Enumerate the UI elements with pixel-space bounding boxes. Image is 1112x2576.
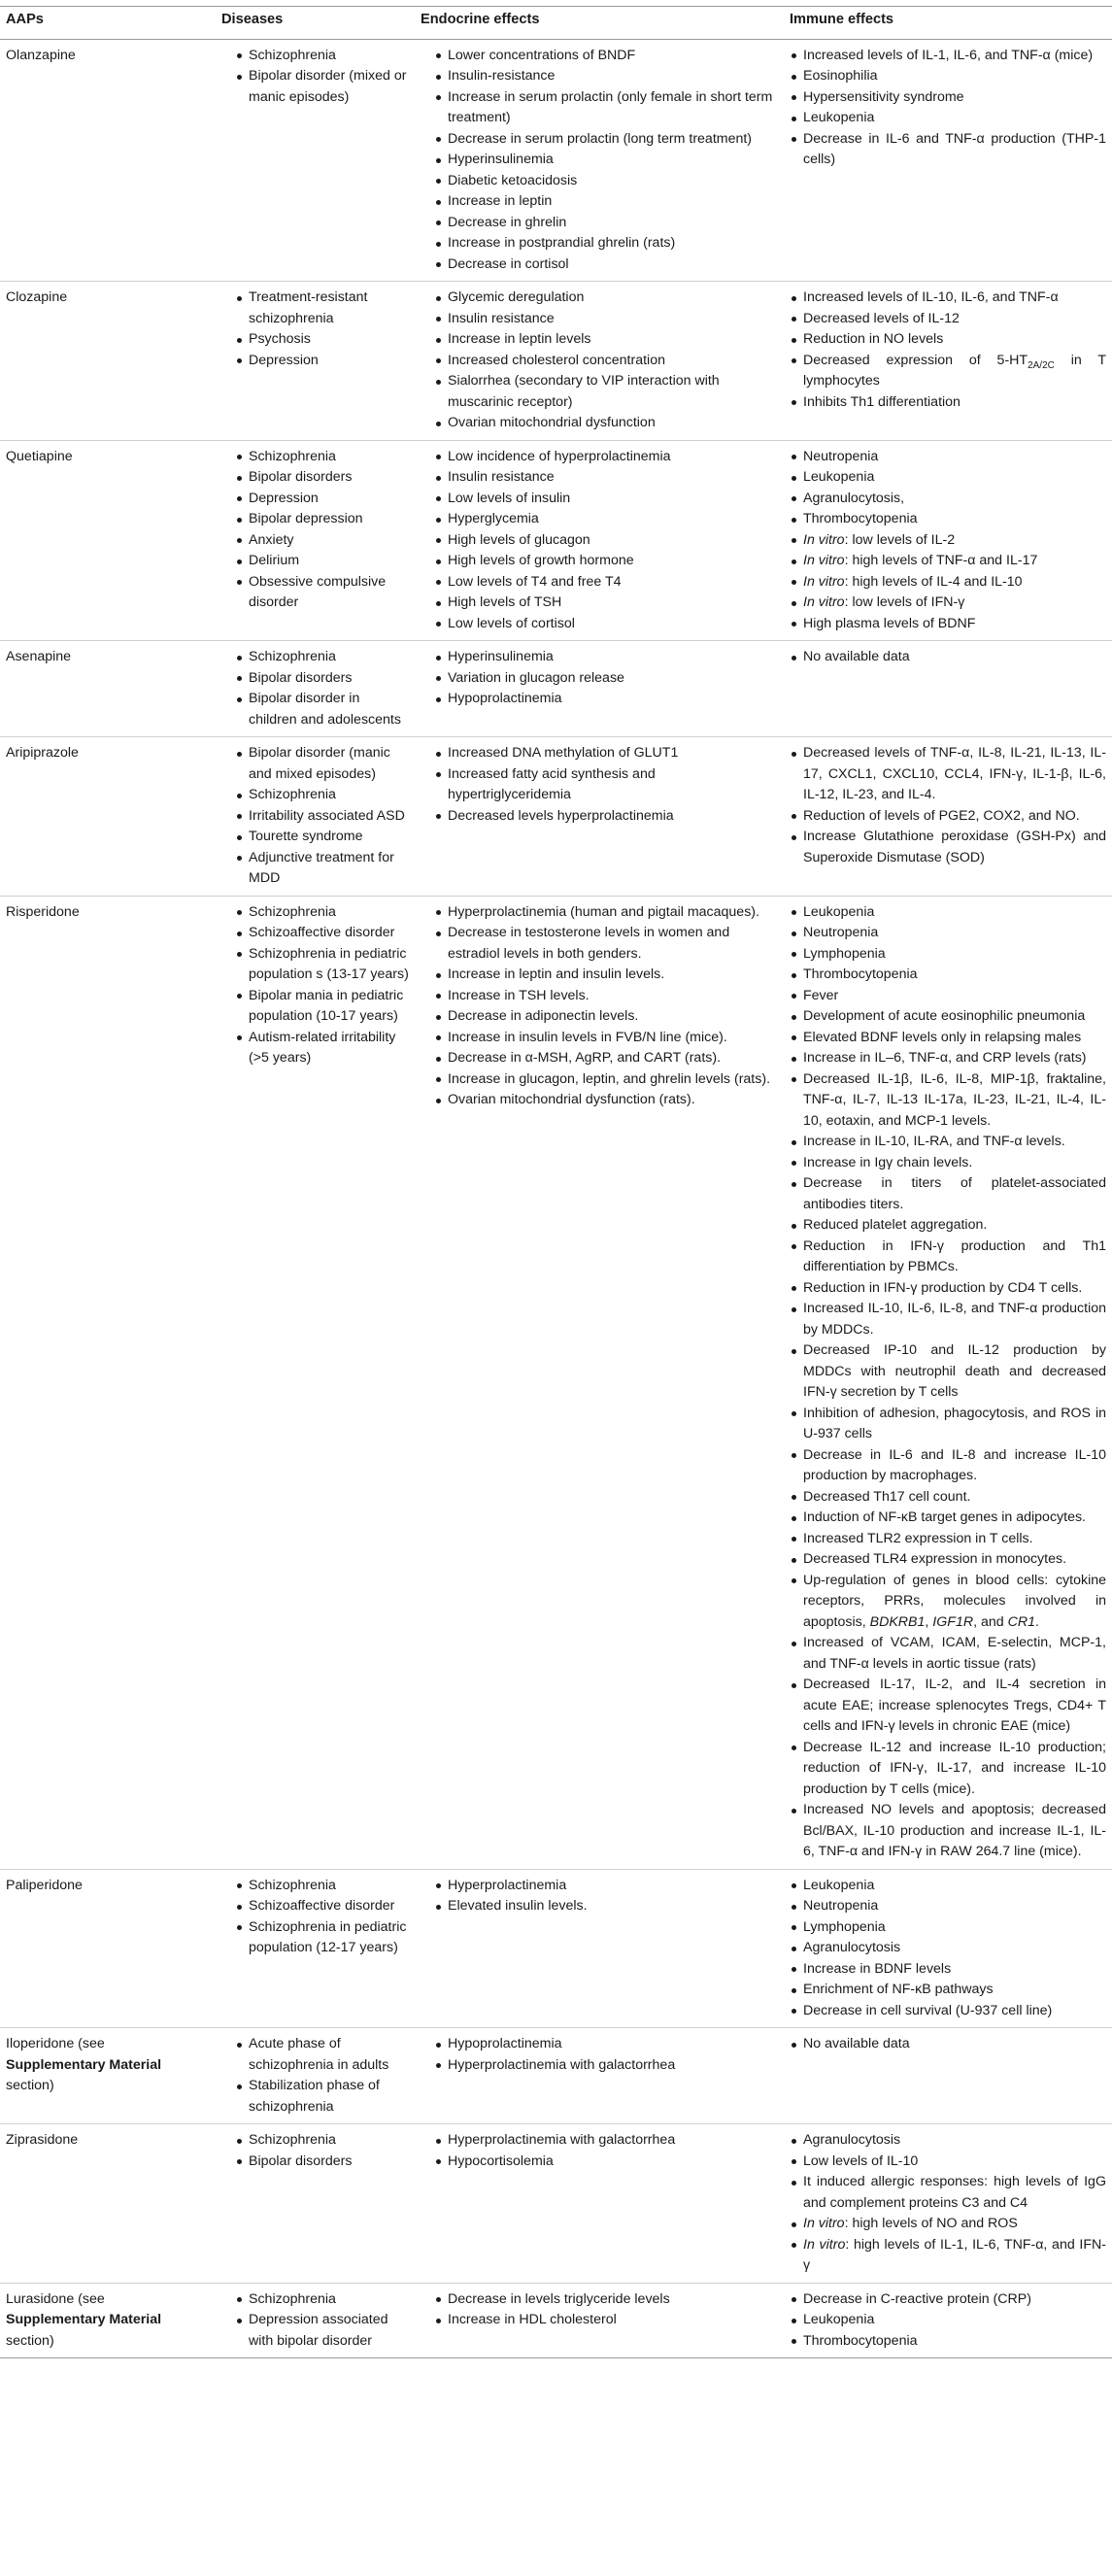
immune-cell: [784, 737, 1112, 897]
endocrine-cell-list: [434, 288, 778, 434]
diseases-cell-list: [235, 902, 409, 1069]
endocrine-cell-list: [434, 46, 778, 276]
immune-item: In vitro: high levels of IL-4 and IL-10: [790, 572, 1106, 593]
disease-item: Schizophrenia: [235, 46, 409, 67]
immune-item: Leukopenia: [790, 2310, 1106, 2331]
immune-cell-list: [790, 2034, 1106, 2055]
endocrine-cell-list: [434, 447, 778, 635]
diseases-cell: [216, 737, 415, 897]
immune-item: Enrichment of NF-κB pathways: [790, 1980, 1106, 2001]
immune-item: Decreased IP-10 and IL-12 production by MDDCs with neutrophil death and decreased IFN-γ secretion by T cells: [790, 1340, 1106, 1404]
endocrine-item: Elevated insulin levels.: [434, 1896, 778, 1917]
immune-item: Development of acute eosinophilic pneumonia: [790, 1006, 1106, 1028]
disease-item: Psychosis: [235, 329, 409, 351]
immune-item: Decreased levels of IL-12: [790, 309, 1106, 330]
endocrine-cell-list: [434, 1876, 778, 1917]
immune-item: Decrease in IL-6 and IL-8 and increase IL-10 production by macrophages.: [790, 1445, 1106, 1487]
endocrine-item: Decrease in α-MSH, AgRP, and CART (rats).: [434, 1048, 778, 1069]
endocrine-item: Decrease in ghrelin: [434, 213, 778, 234]
immune-item: Reduction in IFN-γ production and Th1 differentiation by PBMCs.: [790, 1237, 1106, 1278]
immune-item: Increased of VCAM, ICAM, E-selectin, MCP-1, and TNF-α levels in aortic tissue (rats): [790, 1633, 1106, 1675]
immune-item: In vitro: low levels of IL-2: [790, 530, 1106, 552]
immune-item: Thrombocytopenia: [790, 2331, 1106, 2353]
endocrine-cell-list: [434, 2289, 778, 2331]
immune-item: Increase Glutathione peroxidase (GSH-Px) and Superoxide Dismutase (SOD): [790, 827, 1106, 868]
endocrine-item: Decrease in levels triglyceride levels: [434, 2289, 778, 2311]
immune-cell-list: [790, 46, 1106, 171]
drug-name: Ziprasidone: [6, 2132, 79, 2148]
endocrine-cell-list: [434, 2034, 778, 2076]
endocrine-cell: [415, 1869, 784, 2028]
immune-item: Increase in BDNF levels: [790, 1959, 1106, 1981]
diseases-cell-list: [235, 1876, 409, 1959]
immune-item: Decreased expression of $5-HT_{2A/2C}$ in T lymphocytes: [790, 351, 1106, 392]
endocrine-item: Lower concentrations of BNDF: [434, 46, 778, 67]
immune-cell-list: [790, 2289, 1106, 2353]
endocrine-item: Insulin resistance: [434, 309, 778, 330]
immune-item: Neutropenia: [790, 447, 1106, 468]
endocrine-item: Increase in HDL cholesterol: [434, 2310, 778, 2331]
drug-cell: [0, 2028, 216, 2124]
immune-cell: [784, 641, 1112, 737]
endocrine-cell-list: [434, 647, 778, 710]
immune-item: Neutropenia: [790, 1896, 1106, 1917]
disease-item: Obsessive compulsive disorder: [235, 572, 409, 614]
endocrine-cell: [415, 641, 784, 737]
endocrine-item: Low levels of insulin: [434, 489, 778, 510]
header-aaps: AAPs: [0, 7, 216, 40]
endocrine-cell: [415, 2124, 784, 2284]
drug-cell: [0, 2283, 216, 2358]
drug-name: Paliperidone: [6, 1877, 83, 1893]
immune-cell: [784, 2028, 1112, 2124]
immune-cell: [784, 2283, 1112, 2358]
immune-item: Leukopenia: [790, 1876, 1106, 1897]
immune-item: In vitro: high levels of NO and ROS: [790, 2214, 1106, 2235]
immune-item: No available data: [790, 647, 1106, 668]
endocrine-item: Increase in serum prolactin (only female in short term treatment): [434, 87, 778, 129]
immune-cell-list: [790, 447, 1106, 635]
drug-cell: [0, 39, 216, 282]
immune-cell-list: [790, 902, 1106, 1863]
endocrine-item: Hypoprolactinemia: [434, 2034, 778, 2055]
immune-cell: [784, 282, 1112, 441]
drug-cell: [0, 440, 216, 641]
table-row: [0, 2124, 1112, 2284]
immune-cell-list: [790, 647, 1106, 668]
immune-item: Agranulocytosis: [790, 2130, 1106, 2152]
immune-item: Increased levels of IL-10, IL-6, and TNF-α: [790, 288, 1106, 309]
disease-item: Delirium: [235, 551, 409, 572]
disease-item: Stabilization phase of schizophrenia: [235, 2076, 409, 2118]
endocrine-item: Increase in postprandial ghrelin (rats): [434, 233, 778, 254]
immune-item: Leukopenia: [790, 108, 1106, 129]
table-row: [0, 2283, 1112, 2358]
immune-item: Increased levels of IL-1, IL-6, and TNF-α (mice): [790, 46, 1106, 67]
endocrine-cell: [415, 2028, 784, 2124]
endocrine-cell: [415, 440, 784, 641]
endocrine-item: Hypoprolactinemia: [434, 689, 778, 710]
table-row: [0, 641, 1112, 737]
immune-item: In vitro: high levels of IL-1, IL-6, TNF-α, and IFN-γ: [790, 2235, 1106, 2277]
immune-item: Agranulocytosis: [790, 1938, 1106, 1959]
drug-cell: [0, 1869, 216, 2028]
immune-cell: [784, 1869, 1112, 2028]
immune-item: In vitro: low levels of IFN-γ: [790, 593, 1106, 614]
immune-cell: [784, 896, 1112, 1869]
endocrine-item: Sialorrhea (secondary to VIP interaction with muscarinic receptor): [434, 371, 778, 413]
endocrine-item: Increase in glucagon, leptin, and ghrelin levels (rats).: [434, 1069, 778, 1091]
drug-cell: [0, 282, 216, 441]
disease-item: Acute phase of schizophrenia in adults: [235, 2034, 409, 2076]
diseases-cell: [216, 2283, 415, 2358]
diseases-cell: [216, 1869, 415, 2028]
table-row: [0, 896, 1112, 1869]
diseases-cell-list: [235, 2130, 409, 2172]
immune-item: Decrease in IL-6 and TNF-α production (THP-1 cells): [790, 129, 1106, 171]
disease-item: Depression: [235, 489, 409, 510]
endocrine-item: Low levels of cortisol: [434, 614, 778, 635]
disease-item: Schizophrenia: [235, 2289, 409, 2311]
disease-item: Treatment-resistant schizophrenia: [235, 288, 409, 329]
endocrine-item: Increase in TSH levels.: [434, 986, 778, 1007]
drug-name: Clozapine: [6, 289, 68, 305]
immune-item: Decreased TLR4 expression in monocytes.: [790, 1549, 1106, 1571]
diseases-cell-list: [235, 2034, 409, 2118]
disease-item: Adjunctive treatment for MDD: [235, 848, 409, 890]
diseases-cell: [216, 440, 415, 641]
endocrine-item: Ovarian mitochondrial dysfunction: [434, 413, 778, 434]
immune-item: Up-regulation of genes in blood cells: cytokine receptors, PRRs, molecules involved in apoptosis, BDKRB1, IGF1R, and CR1.: [790, 1571, 1106, 1634]
disease-item: Depression associated with bipolar disorder: [235, 2310, 409, 2352]
immune-cell: [784, 39, 1112, 282]
endocrine-item: Decrease in testosterone levels in women and estradiol levels in both genders.: [434, 923, 778, 965]
disease-item: Anxiety: [235, 530, 409, 552]
immune-item: Lymphopenia: [790, 1917, 1106, 1939]
endocrine-item: Increased DNA methylation of GLUT1: [434, 743, 778, 764]
drug-name: Asenapine: [6, 649, 72, 664]
disease-item: Bipolar disorder in children and adolescents: [235, 689, 409, 730]
diseases-cell-list: [235, 46, 409, 109]
immune-item: Decrease in titers of platelet-associated antibodies titers.: [790, 1173, 1106, 1215]
diseases-cell: [216, 2124, 415, 2284]
aap-effects-table: [0, 6, 1112, 2358]
immune-item: Elevated BDNF levels only in relapsing males: [790, 1028, 1106, 1049]
header-endocrine: Endocrine effects: [415, 7, 784, 40]
immune-item: Increased NO levels and apoptosis; decreased Bcl/BAX, IL-10 production and increase IL-1, IL-6, TNF-α and IFN-γ in RAW 264.7 line (mice).: [790, 1800, 1106, 1863]
immune-item: Decreased Th17 cell count.: [790, 1487, 1106, 1508]
immune-item: In vitro: high levels of TNF-α and IL-17: [790, 551, 1106, 572]
immune-item: Increase in IL–6, TNF-α, and CRP levels (rats): [790, 1048, 1106, 1069]
disease-item: Bipolar disorders: [235, 2152, 409, 2173]
immune-item: Agranulocytosis,: [790, 489, 1106, 510]
endocrine-item: Ovarian mitochondrial dysfunction (rats).: [434, 1090, 778, 1111]
table-row: [0, 1869, 1112, 2028]
endocrine-cell: [415, 896, 784, 1869]
disease-item: Schizophrenia in pediatric population s (13-17 years): [235, 944, 409, 986]
header-diseases: Diseases: [216, 7, 415, 40]
disease-item: Bipolar depression: [235, 509, 409, 530]
diseases-cell: [216, 39, 415, 282]
supplementary-ref: Supplementary Material: [6, 2312, 162, 2327]
endocrine-item: Increase in leptin levels: [434, 329, 778, 351]
endocrine-item: High levels of TSH: [434, 593, 778, 614]
disease-item: Schizophrenia: [235, 785, 409, 806]
drug-name: Iloperidone (see: [6, 2036, 105, 2051]
endocrine-item: Low levels of T4 and free T4: [434, 572, 778, 593]
endocrine-item: Decreased levels hyperprolactinemia: [434, 806, 778, 828]
diseases-cell: [216, 2028, 415, 2124]
drug-name-tail: section): [6, 2332, 54, 2349]
immune-item: Induction of NF-κB target genes in adipocytes.: [790, 1508, 1106, 1529]
endocrine-item: Hyperprolactinemia (human and pigtail macaques).: [434, 902, 778, 924]
endocrine-item: Hyperglycemia: [434, 509, 778, 530]
immune-item: Increased TLR2 expression in T cells.: [790, 1529, 1106, 1550]
endocrine-item: Decrease in serum prolactin (long term treatment): [434, 129, 778, 151]
disease-item: Bipolar disorder (mixed or manic episodes): [235, 66, 409, 108]
endocrine-cell-list: [434, 2130, 778, 2172]
disease-item: Bipolar disorders: [235, 668, 409, 690]
table-row: [0, 440, 1112, 641]
disease-item: Schizoaffective disorder: [235, 923, 409, 944]
immune-item: Inhibition of adhesion, phagocytosis, and ROS in U-937 cells: [790, 1404, 1106, 1445]
disease-item: Irritability associated ASD: [235, 806, 409, 828]
endocrine-item: Increase in leptin: [434, 191, 778, 213]
immune-cell-list: [790, 743, 1106, 868]
endocrine-cell: [415, 2283, 784, 2358]
disease-item: Schizophrenia in pediatric population (12-17 years): [235, 1917, 409, 1959]
immune-item: Leukopenia: [790, 467, 1106, 489]
endocrine-item: Variation in glucagon release: [434, 668, 778, 690]
disease-item: Schizophrenia: [235, 902, 409, 924]
disease-item: Schizoaffective disorder: [235, 1896, 409, 1917]
disease-item: Schizophrenia: [235, 2130, 409, 2152]
diseases-cell: [216, 282, 415, 441]
immune-item: Decrease in cell survival (U-937 cell line): [790, 2001, 1106, 2022]
disease-item: Schizophrenia: [235, 647, 409, 668]
immune-item: Increase in Igγ chain levels.: [790, 1153, 1106, 1174]
immune-item: It induced allergic responses: high levels of IgG and complement proteins C3 and C4: [790, 2172, 1106, 2214]
endocrine-item: Hypocortisolemia: [434, 2152, 778, 2173]
table-row: [0, 737, 1112, 897]
disease-item: Depression: [235, 351, 409, 372]
endocrine-cell-list: [434, 902, 778, 1111]
diseases-cell-list: [235, 288, 409, 371]
immune-cell-list: [790, 2130, 1106, 2277]
immune-item: Low levels of IL-10: [790, 2152, 1106, 2173]
endocrine-item: Decrease in cortisol: [434, 254, 778, 276]
immune-item: Decreased IL-17, IL-2, and IL-4 secretion in acute EAE; increase splenocytes Tregs, CD4+ T cells and IFN-γ levels in chronic EAE (mice): [790, 1675, 1106, 1738]
endocrine-item: Insulin resistance: [434, 467, 778, 489]
immune-item: Decreased levels of TNF-α, IL-8, IL-21, IL-13, IL-17, CXCL1, CXCL10, CCL4, IFN-γ, IL-1-β, IL-6, IL-12, IL-23, and IL-4.: [790, 743, 1106, 806]
endocrine-cell: [415, 39, 784, 282]
immune-item: Fever: [790, 986, 1106, 1007]
immune-item: Neutropenia: [790, 923, 1106, 944]
immune-item: Decrease in C-reactive protein (CRP): [790, 2289, 1106, 2311]
disease-item: Schizophrenia: [235, 447, 409, 468]
supplementary-ref: Supplementary Material: [6, 2056, 162, 2073]
header-row: [0, 7, 1112, 40]
disease-item: Bipolar disorder (manic and mixed episodes): [235, 743, 409, 785]
immune-item: No available data: [790, 2034, 1106, 2055]
endocrine-item: Increased fatty acid synthesis and hypertriglyceridemia: [434, 764, 778, 806]
endocrine-item: Hyperprolactinemia with galactorrhea: [434, 2130, 778, 2152]
immune-item: Thrombocytopenia: [790, 965, 1106, 986]
diseases-cell: [216, 641, 415, 737]
immune-item: Reduction in NO levels: [790, 329, 1106, 351]
diseases-cell-list: [235, 743, 409, 890]
immune-item: Leukopenia: [790, 902, 1106, 924]
immune-cell-list: [790, 288, 1106, 413]
endocrine-item: Increase in leptin and insulin levels.: [434, 965, 778, 986]
header-immune: Immune effects: [784, 7, 1112, 40]
endocrine-item: Increase in insulin levels in FVB/N line (mice).: [434, 1028, 778, 1049]
immune-item: Lymphopenia: [790, 944, 1106, 966]
disease-item: Bipolar disorders: [235, 467, 409, 489]
endocrine-item: Low incidence of hyperprolactinemia: [434, 447, 778, 468]
diseases-cell: [216, 896, 415, 1869]
endocrine-cell: [415, 282, 784, 441]
immune-item: Reduction of levels of PGE2, COX2, and NO.: [790, 806, 1106, 828]
endocrine-item: Hyperinsulinemia: [434, 150, 778, 171]
drug-name: Olanzapine: [6, 47, 76, 63]
endocrine-item: High levels of glucagon: [434, 530, 778, 552]
diseases-cell-list: [235, 647, 409, 730]
drug-cell: [0, 737, 216, 897]
drug-cell: [0, 641, 216, 737]
endocrine-item: Glycemic deregulation: [434, 288, 778, 309]
table-body: [0, 39, 1112, 2358]
diseases-cell-list: [235, 447, 409, 614]
endocrine-item: Hyperprolactinemia: [434, 1876, 778, 1897]
endocrine-item: Insulin-resistance: [434, 66, 778, 87]
immune-item: Increase in IL-10, IL-RA, and TNF-α levels.: [790, 1132, 1106, 1153]
drug-name: Lurasidone (see: [6, 2290, 105, 2307]
immune-item: Hypersensitivity syndrome: [790, 87, 1106, 109]
drug-name: Quetiapine: [6, 448, 73, 464]
endocrine-item: Diabetic ketoacidosis: [434, 171, 778, 192]
disease-item: Schizophrenia: [235, 1876, 409, 1897]
immune-item: Reduced platelet aggregation.: [790, 1215, 1106, 1237]
drug-name: Aripiprazole: [6, 745, 79, 761]
disease-item: Autism-related irritability (>5 years): [235, 1028, 409, 1069]
table-row: [0, 2028, 1112, 2124]
immune-cell: [784, 440, 1112, 641]
table-row: [0, 282, 1112, 441]
endocrine-item: Decrease in adiponectin levels.: [434, 1006, 778, 1028]
endocrine-item: Hyperprolactinemia with galactorrhea: [434, 2055, 778, 2077]
endocrine-item: Increased cholesterol concentration: [434, 351, 778, 372]
immune-item: Inhibits Th1 differentiation: [790, 392, 1106, 414]
endocrine-cell: [415, 737, 784, 897]
table-header: [0, 7, 1112, 40]
endocrine-item: Hyperinsulinemia: [434, 647, 778, 668]
disease-item: Tourette syndrome: [235, 827, 409, 848]
immune-item: Eosinophilia: [790, 66, 1106, 87]
immune-item: Decrease IL-12 and increase IL-10 production; reduction of IFN-γ, IL-17, and increase IL-10 production by T cells (mice).: [790, 1738, 1106, 1801]
endocrine-item: High levels of growth hormone: [434, 551, 778, 572]
immune-item: Thrombocytopenia: [790, 509, 1106, 530]
immune-item: Reduction in IFN-γ production by CD4 T cells.: [790, 1278, 1106, 1300]
diseases-cell-list: [235, 2289, 409, 2353]
drug-name: Risperidone: [6, 903, 80, 920]
immune-cell: [784, 2124, 1112, 2284]
immune-item: High plasma levels of BDNF: [790, 614, 1106, 635]
drug-name-tail: section): [6, 2078, 54, 2093]
table-row: [0, 39, 1112, 282]
immune-cell-list: [790, 1876, 1106, 2022]
immune-item: Increased IL-10, IL-6, IL-8, and TNF-α production by MDDCs.: [790, 1299, 1106, 1340]
disease-item: Bipolar mania in pediatric population (10-17 years): [235, 986, 409, 1028]
endocrine-cell-list: [434, 743, 778, 827]
immune-item: Decreased IL-1β, IL-6, IL-8, MIP-1β, fraktaline, TNF-α, IL-7, IL-13 IL-17a, IL-23, IL-21, IL-4, IL-10, eotaxin, and MCP-1 levels.: [790, 1069, 1106, 1133]
drug-cell: [0, 896, 216, 1869]
drug-cell: [0, 2124, 216, 2284]
